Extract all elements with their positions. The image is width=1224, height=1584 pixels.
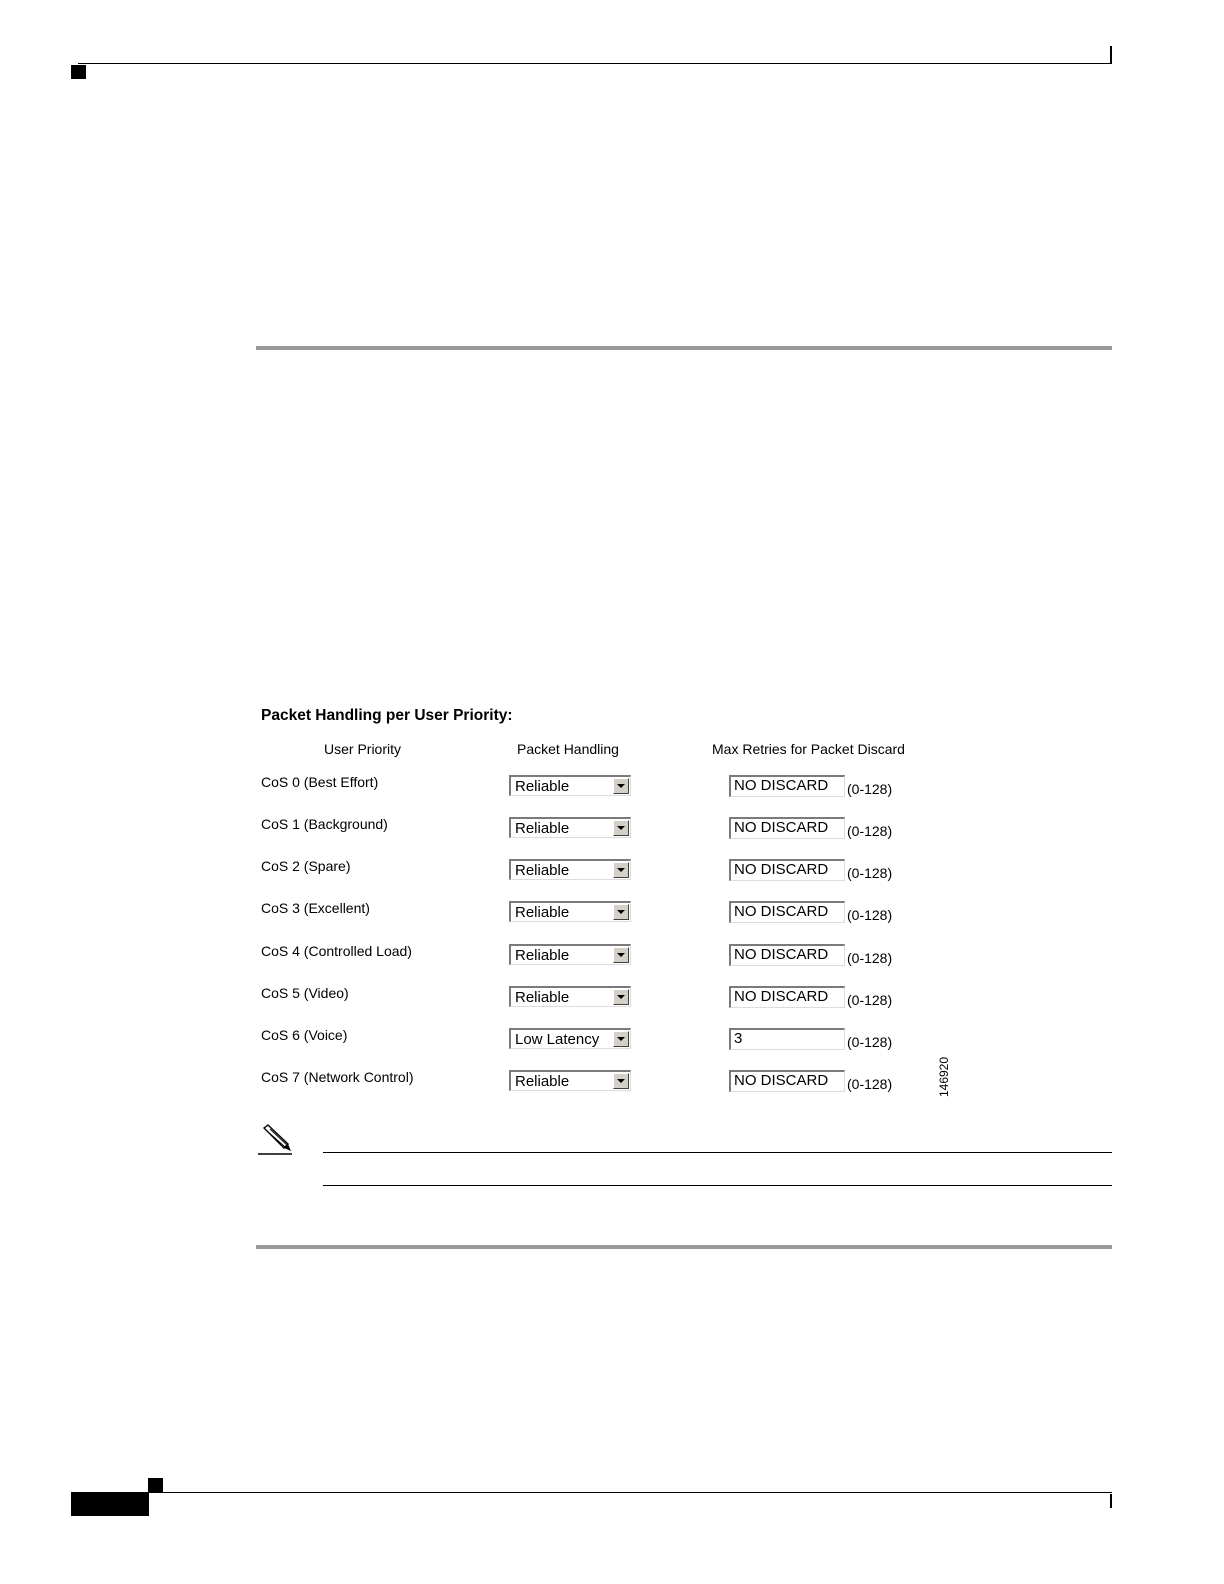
cos-2-handling-value: Reliable — [515, 862, 570, 879]
header-tick — [1110, 46, 1112, 64]
chevron-down-icon[interactable] — [613, 904, 629, 920]
cos-3-retries-input[interactable]: NO DISCARD — [729, 901, 845, 923]
cos-7-handling-value: Reliable — [515, 1073, 570, 1090]
note-rule-bottom — [323, 1185, 1112, 1186]
cos-2-handling-select[interactable] — [509, 859, 631, 880]
cos-4-label: CoS 4 (Controlled Load) — [261, 943, 412, 959]
cos-7-range: (0-128) — [847, 1076, 893, 1092]
cos-4-handling-select[interactable] — [509, 944, 631, 965]
cos-1-handling-select[interactable] — [509, 817, 631, 838]
cos-4-retries-input[interactable]: NO DISCARD — [729, 944, 845, 966]
chevron-down-icon[interactable] — [613, 1073, 629, 1089]
chevron-down-icon[interactable] — [613, 862, 629, 878]
chevron-down-icon[interactable] — [613, 989, 629, 1005]
cos-5-handling-value: Reliable — [515, 989, 570, 1006]
chevron-down-icon[interactable] — [613, 947, 629, 963]
chevron-down-icon[interactable] — [613, 1031, 629, 1047]
cos-5-range: (0-128) — [847, 992, 893, 1008]
cos-2-label: CoS 2 (Spare) — [261, 858, 351, 874]
footer-rule — [148, 1492, 1112, 1493]
column-header-max-retries: Max Retries for Packet Discard — [712, 741, 905, 757]
cos-0-retries-input[interactable]: NO DISCARD — [729, 775, 845, 797]
cos-6-handling-select[interactable] — [509, 1028, 631, 1049]
cos-1-handling-value: Reliable — [515, 820, 570, 837]
cos-6-range: (0-128) — [847, 1034, 893, 1050]
chevron-down-icon[interactable] — [613, 820, 629, 836]
section-rule-top — [256, 346, 1112, 350]
header-square-mark — [71, 65, 86, 79]
cos-2-range: (0-128) — [847, 865, 893, 881]
footer-square-mark — [148, 1478, 163, 1492]
cos-0-range: (0-128) — [847, 781, 893, 797]
column-header-user-priority: User Priority — [324, 741, 402, 757]
cos-4-range: (0-128) — [847, 950, 893, 966]
cos-4-handling-value: Reliable — [515, 947, 570, 964]
cos-3-range: (0-128) — [847, 907, 893, 923]
cos-6-label: CoS 6 (Voice) — [261, 1027, 348, 1043]
header-rule — [78, 63, 1112, 64]
note-rule-top — [323, 1152, 1112, 1153]
column-header-packet-handling: Packet Handling — [517, 741, 619, 757]
footer-page-block — [71, 1492, 149, 1516]
cos-0-label: CoS 0 (Best Effort) — [261, 774, 379, 790]
cos-6-retries-input[interactable]: 3 — [729, 1028, 845, 1050]
cos-7-retries-input[interactable]: NO DISCARD — [729, 1070, 845, 1092]
figure-number: 146920 — [937, 1056, 952, 1098]
footer-tick — [1110, 1494, 1112, 1508]
chevron-down-icon[interactable] — [613, 778, 629, 794]
cos-5-handling-select[interactable] — [509, 986, 631, 1007]
cos-1-range: (0-128) — [847, 823, 893, 839]
cos-5-label: CoS 5 (Video) — [261, 985, 349, 1001]
cos-3-handling-select[interactable] — [509, 901, 631, 922]
cos-0-handling-value: Reliable — [515, 778, 570, 795]
pencil-note-icon — [258, 1124, 294, 1156]
cos-1-retries-input[interactable]: NO DISCARD — [729, 817, 845, 839]
section-rule-bottom — [256, 1245, 1112, 1249]
figure-title: Packet Handling per User Priority: — [261, 707, 513, 724]
cos-3-handling-value: Reliable — [515, 904, 570, 921]
cos-0-handling-select[interactable] — [509, 775, 631, 796]
cos-2-retries-input[interactable]: NO DISCARD — [729, 859, 845, 881]
cos-6-handling-value: Low Latency — [515, 1031, 600, 1048]
cos-1-label: CoS 1 (Background) — [261, 816, 388, 832]
cos-7-handling-select[interactable] — [509, 1070, 631, 1091]
cos-5-retries-input[interactable]: NO DISCARD — [729, 986, 845, 1008]
cos-7-label: CoS 7 (Network Control) — [261, 1069, 414, 1085]
cos-3-label: CoS 3 (Excellent) — [261, 900, 370, 916]
